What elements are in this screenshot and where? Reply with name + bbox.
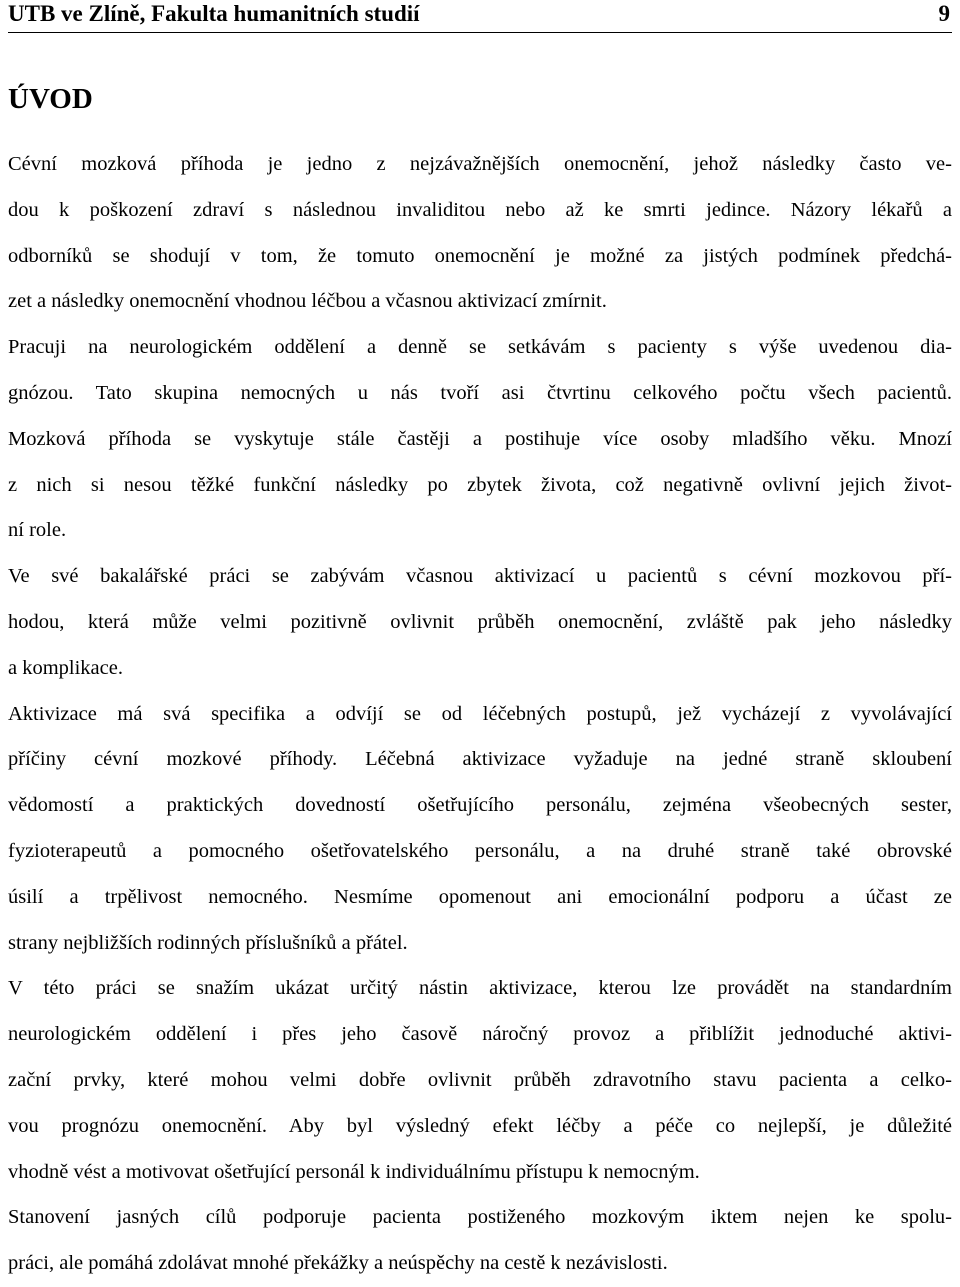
paragraph: [8, 966, 952, 1195]
document-body: [8, 142, 952, 1287]
header-title: UTB ve Zlíně, Fakulta humanitních studií: [8, 1, 420, 26]
paragraph-line: a komplikace.: [8, 656, 123, 679]
paragraph-line: strany nejbližších rodinných příslušníků a přátel.: [8, 931, 408, 954]
paragraph: [8, 692, 952, 967]
paragraph-line: úsilí a trpělivost nemocného. Nesmíme opomenout ani emocionální podporu a účast ze: [8, 885, 952, 908]
paragraph-line: Stanovení jasných cílů podporuje pacienta postiženého mozkovým iktem nejen ke spolu-: [8, 1206, 952, 1229]
paragraph-line: práci, ale pomáhá zdolávat mnohé překážky a neúspěchy na cestě k nezávislosti.: [8, 1252, 668, 1275]
page-number: 9: [938, 1, 950, 26]
paragraph-line: fyzioterapeutů a pomocného ošetřovatelského personálu, a na druhé straně také obrovské: [8, 839, 952, 862]
paragraph-line: zační prvky, které mohou velmi dobře ovlivnit průběh zdravotního stavu pacienta a celko-: [8, 1068, 952, 1091]
paragraph-line: ní role.: [8, 519, 67, 542]
paragraph: [8, 1195, 952, 1287]
paragraph-line: V této práci se snažím ukázat určitý nástin aktivizace, kterou lze provádět na standardním: [8, 977, 952, 1000]
paragraph-line: Pracuji na neurologickém oddělení a denně se setkávám s pacienty s výše uvedenou dia-: [8, 336, 952, 359]
paragraph: [8, 554, 952, 691]
paragraph-line: vou prognózu onemocnění. Aby byl výsledný efekt léčby a péče co nejlepší, je důležité: [8, 1114, 952, 1137]
paragraph: [8, 142, 952, 325]
page-header: [8, 0, 952, 33]
paragraph-line: gnózou. Tato skupina nemocných u nás tvoří asi čtvrtinu celkového počtu všech pacientů.: [8, 381, 952, 404]
paragraph-line: Mozková příhoda se vyskytuje stále častěji a postihuje více osoby mladšího věku. Mnozí: [8, 427, 952, 450]
paragraph-line: dou k poškození zdraví s následnou invaliditou nebo až ke smrti jedince. Názory lékařů a: [8, 198, 952, 221]
paragraph-line: Cévní mozková příhoda je jedno z nejzávažnějších onemocnění, jehož následky často ve-: [8, 153, 952, 175]
paragraph-line: odborníků se shodují v tom, že tomuto onemocnění je možné za jistých podmínek předchá-: [8, 244, 952, 267]
paragraph-line: vhodně vést a motivovat ošetřující personál k individuálnímu přístupu k nemocným.: [8, 1160, 700, 1183]
paragraph-line: hodou, která může velmi pozitivně ovlivnit průběh onemocnění, zvláště pak jeho následky: [8, 610, 952, 633]
paragraph-line: Ve své bakalářské práci se zabývám včasnou aktivizací u pacientů s cévní mozkovou pří-: [8, 565, 952, 588]
paragraph-line: zet a následky onemocnění vhodnou léčbou a včasnou aktivizací zmírnit.: [8, 290, 607, 313]
chapter-title: ÚVOD: [8, 83, 93, 115]
paragraph-line: Aktivizace má svá specifika a odvíjí se od léčebných postupů, jež vycházejí z vyvolávající: [8, 702, 952, 725]
paragraph-line: z nich si nesou těžké funkční následky po zbytek života, což negativně ovlivní jejich život-: [8, 473, 952, 496]
paragraph-line: příčiny cévní mozkové příhody. Léčebná aktivizace vyžaduje na jedné straně skloubení: [8, 748, 952, 771]
paragraph-line: neurologickém oddělení i přes jeho časově náročný provoz a přiblížit jednoduché aktivi-: [8, 1023, 952, 1046]
paragraph: [8, 325, 952, 554]
paragraph-line: vědomostí a praktických dovedností ošetřujícího personálu, zejména všeobecných sester,: [8, 794, 952, 817]
